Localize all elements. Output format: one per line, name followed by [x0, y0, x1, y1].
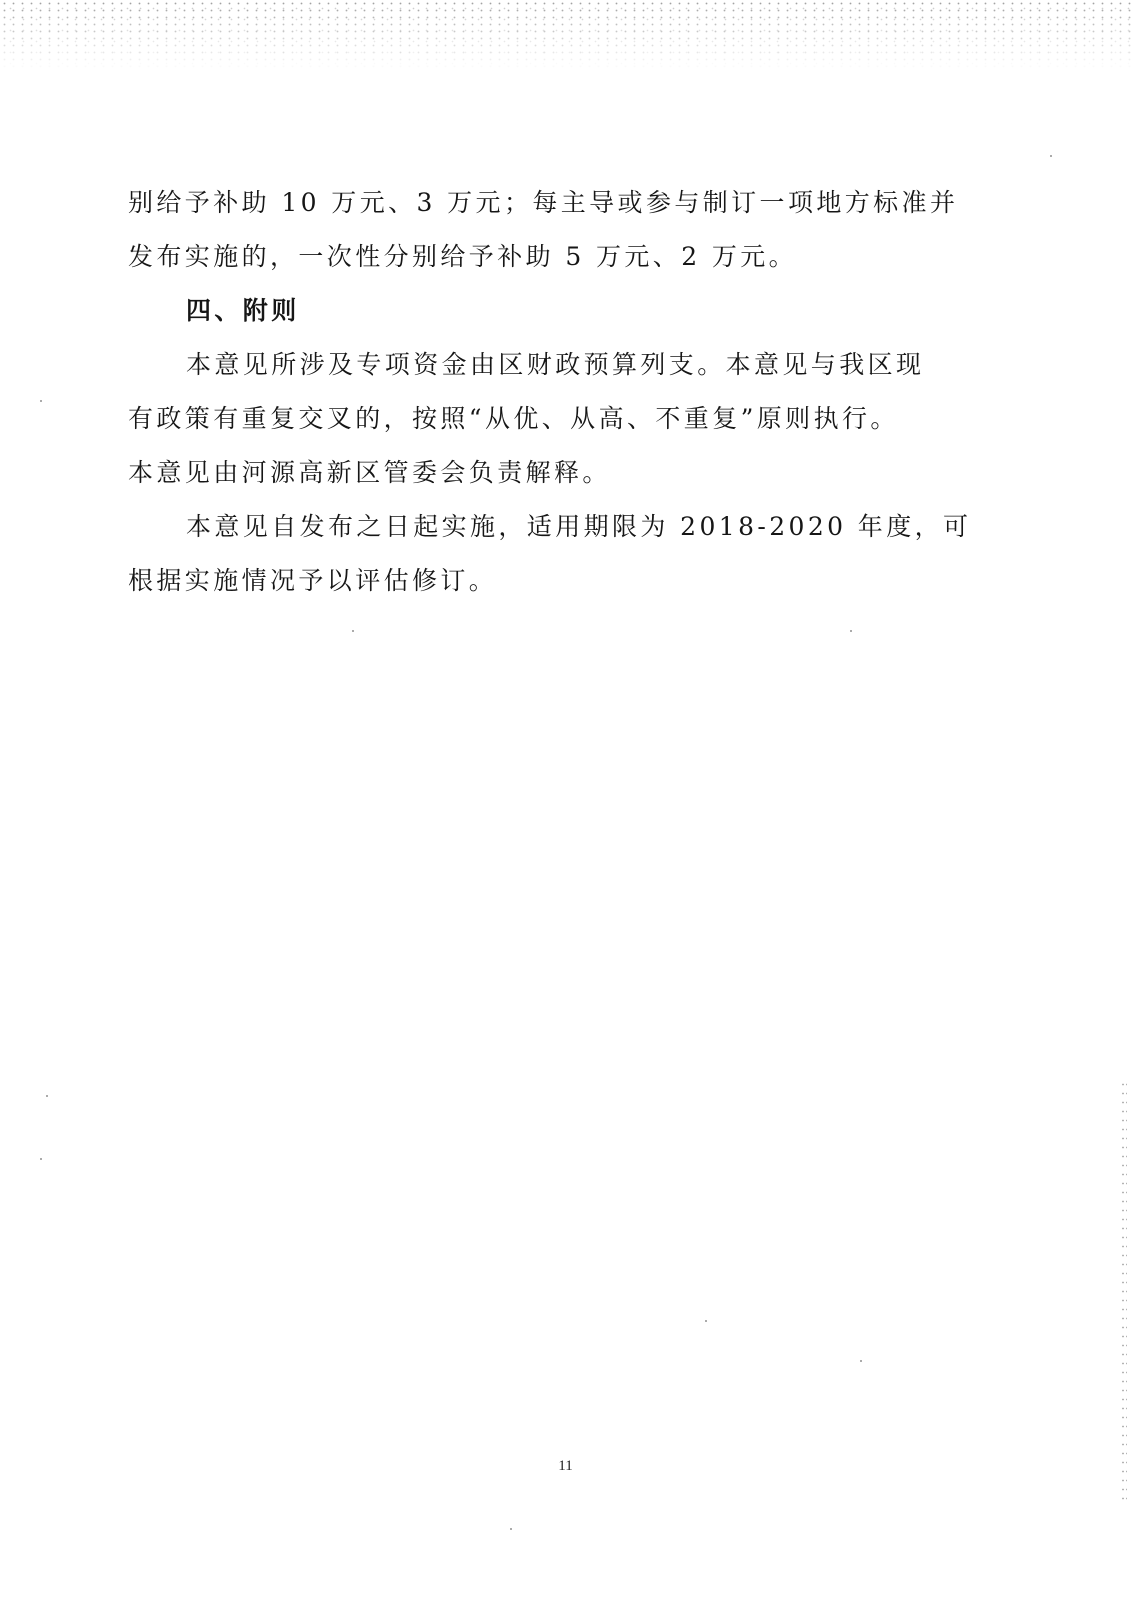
scan-speck	[352, 630, 354, 632]
text-line: 本意见所涉及专项资金由区财政预算列支。本意见与我区现	[186, 350, 925, 379]
text-line: 根据实施情况予以评估修订。	[128, 566, 498, 595]
scan-speck	[850, 630, 852, 632]
scan-speck	[40, 400, 42, 402]
continued-paragraph	[128, 176, 988, 284]
scan-speck	[40, 1158, 42, 1160]
scan-noise-right	[1121, 1080, 1127, 1500]
scan-speck	[705, 1320, 707, 1322]
validity-paragraph	[128, 500, 988, 608]
section-heading: 四、附则	[186, 296, 300, 325]
scan-speck	[860, 1360, 862, 1362]
text-line: 本意见由河源高新区管委会负责解释。	[128, 458, 611, 487]
scan-noise-top	[0, 0, 1131, 70]
page-number: 11	[558, 1458, 573, 1474]
scan-speck	[1050, 155, 1052, 157]
funding-paragraph	[128, 338, 988, 500]
text-line: 别给予补助 10 万元、3 万元；每主导或参与制订一项地方标准并	[128, 188, 959, 217]
text-line: 本意见自发布之日起实施，适用期限为 2018-2020 年度，可	[186, 512, 972, 541]
text-line: 发布实施的，一次性分别给予补助 5 万元、2 万元。	[128, 242, 798, 271]
text-line: 有政策有重复交叉的，按照“从优、从高、不重复”原则执行。	[128, 404, 899, 433]
document-body	[128, 176, 988, 608]
scan-speck	[46, 1095, 48, 1097]
scan-speck	[510, 1528, 512, 1530]
